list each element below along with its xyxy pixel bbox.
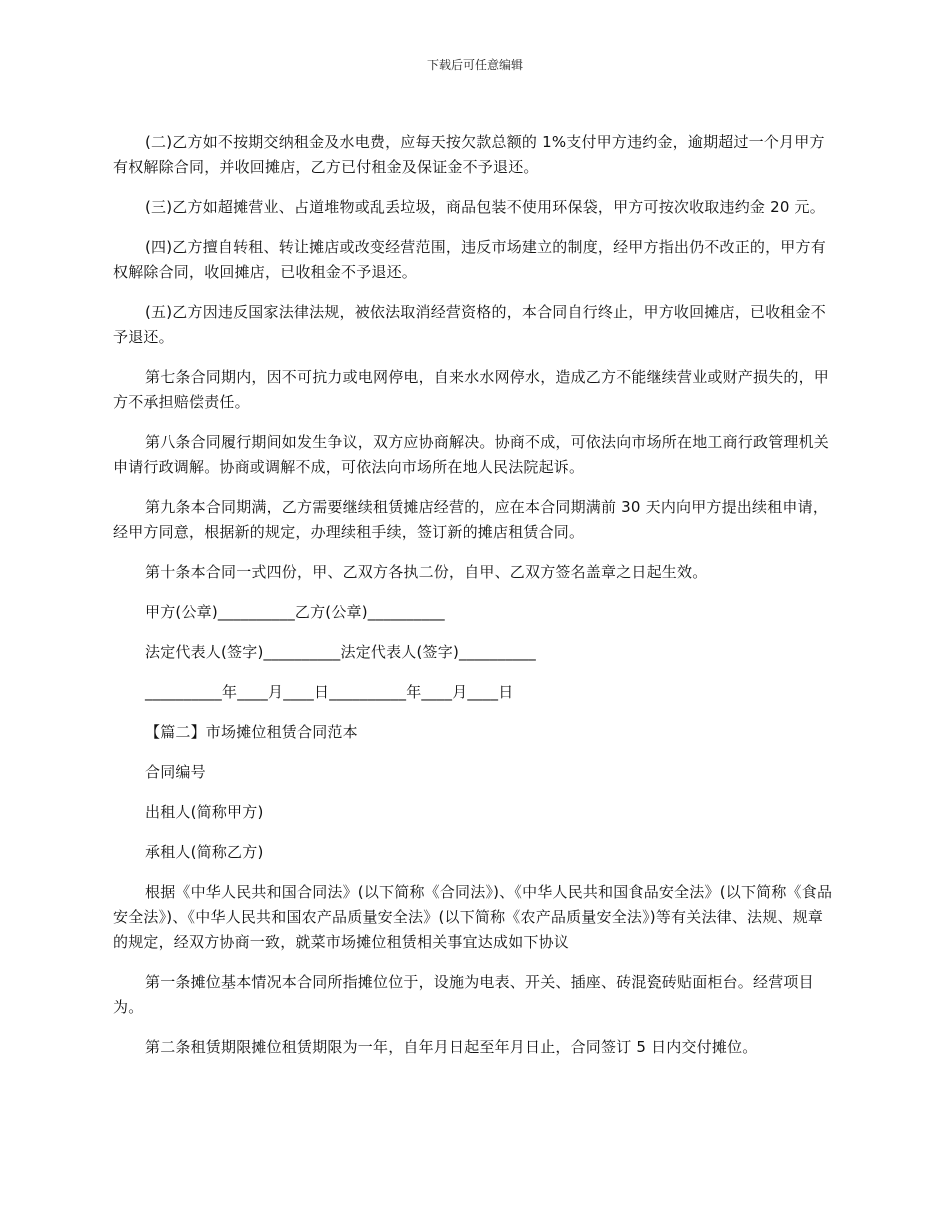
signature-seal-line: 甲方(公章)__________乙方(公章)__________ bbox=[145, 603, 445, 621]
clause-5-law-violation: (五)乙方因违反国家法律法规，被依法取消经营资格的，本合同自行终止，甲方收回摊店，已收租金不予退还。 bbox=[113, 303, 826, 346]
section-title-part-two: 【篇二】市场摊位租赁合同范本 bbox=[145, 723, 358, 741]
article-7-force-majeure: 第七条合同期内，因不可抗力或电网停电，自来水水网停水，造成乙方不能继续营业或财产损失的，甲方不承担赔偿责任。 bbox=[113, 368, 830, 411]
article-2-lease-term: 第二条租赁期限摊位租赁期限为一年，自年月日起至年月日止，合同签订 5 日内交付摊位。 bbox=[145, 1038, 758, 1056]
article-1-stall-info: 第一条摊位基本情况本合同所指摊位位于，设施为电表、开关、插座、砖混瓷砖贴面柜台。经营项目为。 bbox=[113, 973, 814, 1016]
preamble-paragraph: 根据《中华人民共和国合同法》(以下简称《合同法》)、《中华人民共和国食品安全法》(以下简称《食品安全法》)、《中华人民共和国农产品质量安全法》(以下简称《农产品质量安全法》)等有关法律、法规、规章的规定，经双方协商一致，就菜市场摊位租赁相关事宜达成如下协议 bbox=[113, 883, 833, 951]
article-9-renewal: 第九条本合同期满，乙方需要继续租赁摊店经营的，应在本合同期满前 30 天内向甲方提出续租申请，经甲方同意，根据新的规定，办理续租手续，签订新的摊店租赁合同。 bbox=[113, 498, 829, 541]
clause-2-late-payment: (二)乙方如不按期交纳租金及水电费，应每天按欠款总额的 1%支付甲方违约金，逾期超过一个月甲方有权解除合同，并收回摊店，乙方已付租金及保证金不予退还。 bbox=[113, 133, 825, 176]
page-header-note: 下载后可任意编辑 bbox=[426, 58, 523, 72]
contract-number-label: 合同编号 bbox=[145, 763, 206, 781]
clause-4-sublease: (四)乙方擅自转租、转让摊店或改变经营范围，违反市场建立的制度，经甲方指出仍不改正的，甲方有权解除合同，收回摊店，已收租金不予退还。 bbox=[113, 238, 826, 281]
signature-representative-line: 法定代表人(签字)__________法定代表人(签字)__________ bbox=[145, 643, 537, 661]
clause-3-overstall: (三)乙方如超摊营业、占道堆物或乱丢垃圾，商品包装不使用环保袋，甲方可按次收取违约金 20 元。 bbox=[145, 198, 825, 216]
lessee-label: 承租人(简称乙方) bbox=[145, 843, 264, 861]
document-body bbox=[113, 130, 833, 1075]
article-8-dispute: 第八条合同履行期间如发生争议，双方应协商解决。协商不成，可依法向市场所在地工商行政管理机关申请行政调解。协商或调解不成，可依法向市场所在地人民法院起诉。 bbox=[113, 433, 830, 476]
article-10-copies: 第十条本合同一式四份，甲、乙双方各执二份，自甲、乙双方签名盖章之日起生效。 bbox=[145, 563, 708, 581]
signature-date-line: __________年____月____日__________年____月____日 bbox=[145, 683, 514, 701]
lessor-label: 出租人(简称甲方) bbox=[145, 803, 264, 821]
